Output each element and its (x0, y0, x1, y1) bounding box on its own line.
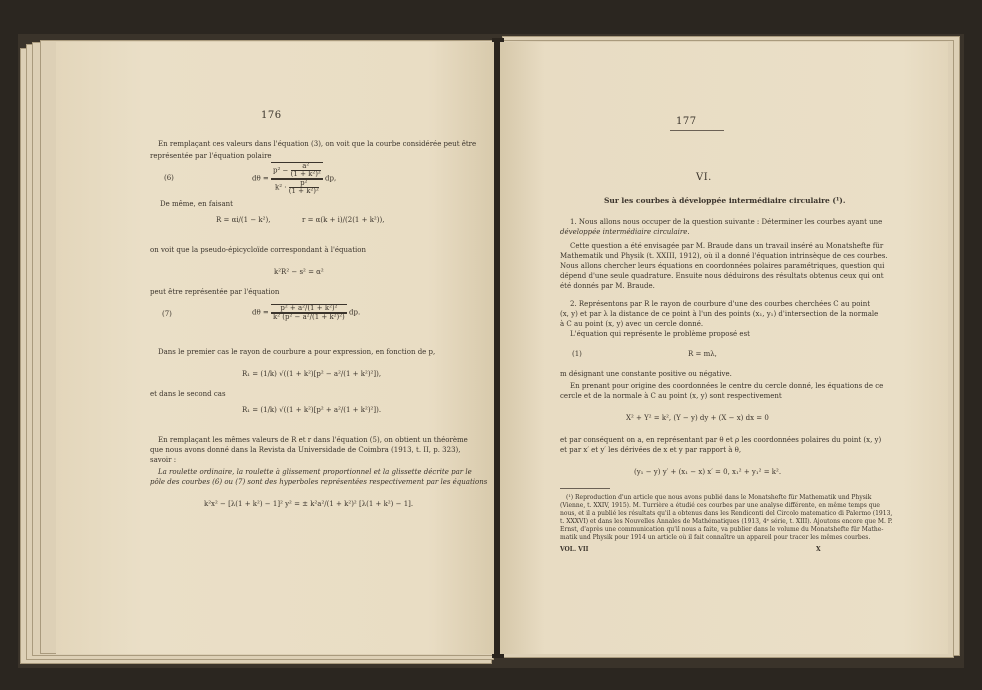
paragraph-line: En prenant pour origine des coordonnées le centre du cercle donné, les équations de ce (570, 382, 884, 390)
section-number: VI. (696, 172, 712, 183)
paragraph-line: dépend d'une seule quadrature. Ensuite nous déduirons des résultats obtenus ceux qui ont (560, 272, 884, 280)
section-title: Sur les courbes à développée intermédiaire circulaire (¹). (604, 196, 846, 205)
paragraph-line: on voit que la pseudo-épicycloïde correspondant à l'équation (150, 246, 366, 254)
paragraph-line: 2. Représentons par R le rayon de courbure d'une des courbes cherchées C au point (570, 300, 871, 308)
equation-1: R = mλ, (688, 350, 717, 358)
paragraph-line: cercle et de la normale à C au point (x, y) sont respectivement (560, 392, 782, 400)
paragraph-line: Cette question a été envisagée par M. Braude dans un travail inséré au Monatshefte für (570, 242, 884, 250)
paragraph-line: En remplaçant ces valeurs dans l'équation (3), on voit que la courbe considérée peut être (158, 140, 477, 148)
paragraph-line: et par x′ et y′ les dérivées de x et y par rapport à θ, (560, 446, 742, 454)
paragraph-line: à C au point (x, y) avec un cercle donné. (560, 320, 704, 328)
footnote-line: (¹) Reproduction d'un article que nous avons publié dans le Monatshefte für Mathematik und Physik (566, 494, 872, 501)
paragraph-line: Dans le premier cas le rayon de courbure a pour expression, en fonction de p, (158, 348, 436, 356)
right-page (500, 42, 948, 654)
equation-label: (1) (572, 350, 582, 358)
paragraph-line: été donnés par M. Braude. (560, 282, 655, 290)
footnote-line: matik und Physik pour 1914 un article où il fait connaître un appareil pour tracer les mêmes courbes. (560, 534, 871, 541)
paragraph-line: m désignant une constante positive ou négative. (560, 370, 732, 378)
paragraph-line: (x, y) et par λ la distance de ce point à l'un des points (x₁, y₁) d'intersection de la normale (560, 310, 879, 318)
paragraph-line: et par conséquent on a, en représentant par θ et ρ les coordonnées polaires du point (x, y) (560, 436, 882, 444)
page-number-rule (670, 130, 724, 131)
paragraph-line: De même, en faisant (160, 200, 233, 208)
paragraph-line: 1. Nous allons nous occuper de la question suivante : Déterminer les courbes ayant une (570, 218, 883, 226)
page-number: 177 (676, 116, 697, 127)
paragraph-line: que nous avons donné dans la Revista da Universidade de Coimbra (1913, t. II, p. 323), (150, 446, 461, 454)
equation-R1-first: R₁ = (1/k) √((1 + k²)[p² − a²/(1 + k²)²]), (242, 370, 382, 378)
equation-R1-second: R₁ = (1/k) √((1 + k²)[p² + a²/(1 + k²)²]). (242, 406, 382, 414)
equation-7: dθ = $\frac{\text{p² + a²/(1 + k²)²}}{\text{k² (p² − a²/(1 + k²)²)}}$ dp. (252, 304, 361, 321)
equation-6: dθ = p² − $\frac{\text{a²}}{\text{(1 + k²)²}}$ k² · $\frac{\text{p²}}{\text{(1 + k²)²}}$ dp, (252, 162, 337, 195)
paragraph-line: La roulette ordinaire, la roulette à glissement proportionnel et la glissette décrite par le (158, 468, 472, 476)
paragraph-line: et dans le second cas (150, 390, 226, 398)
footnote-rule (560, 488, 610, 489)
signature-volume: VOL. VII (560, 546, 589, 553)
paragraph-line: développée intermédiaire circulaire. (560, 228, 690, 236)
equation-3: (y₁ − y) y′ + (x₁ − x) x′ = 0, x₁² + y₁² = k². (634, 468, 782, 476)
paragraph-line: En remplaçant les mêmes valeurs de R et r dans l'équation (5), on obtient un théorème (158, 436, 468, 444)
equation-label: (6) (164, 174, 174, 182)
signature-mark: X (816, 546, 821, 553)
equation-2: X² + Y² = k², (Y − y) dy + (X − x) dx = 0 (626, 414, 769, 422)
footnote-line: Ernst, d'après une communication qu'il nous a faite, va publier dans le volume du Monatshefte für Mathe- (560, 526, 884, 533)
page-number: 176 (261, 110, 282, 121)
paragraph-line: savoir : (150, 456, 177, 464)
paragraph-line: pôle des courbes (6) ou (7) sont des hyperboles représentées respectivement par les équations (150, 478, 488, 486)
left-page (56, 42, 494, 654)
footnote-line: nous, et il a publié les résultats qu'il a obtenus dans les Rendiconti del Circolo matematico di Palermo (1913, (560, 510, 893, 517)
footnote-line: (Vienne, t. XXIV, 1915). M. Turrière a étudié ces courbes par une analyse différente, en même temps que (560, 502, 880, 509)
paragraph-line: L'équation qui représente le problème proposé est (570, 330, 750, 338)
substitution-R: R = αi/(1 − k²), (216, 216, 271, 224)
paragraph-line: peut être représentée par l'équation (150, 288, 280, 296)
paragraph-line: Nous allons chercher leurs équations en coordonnées polaires paramétriques, question qui (560, 262, 885, 270)
substitution-r: r = α(k + i)/(2(1 + k²)), (302, 216, 385, 224)
equation-hyperbola: k²x² − [λ(1 + k²) − 1]² y² = ± k²a²/(1 + k²)² [λ(1 + k²) − 1]. (204, 500, 414, 508)
paragraph-line: représentée par l'équation polaire (150, 152, 272, 160)
paragraph-line: Mathematik und Physik (t. XXIII, 1912), où il a donné l'équation intrinsèque de ces courbes. (560, 252, 888, 260)
footnote-line: t. XXXVI) et dans les Nouvelles Annales de Mathématiques (1913, 4ᵉ série, t. XIII). Ajoutons encore que M. P. (560, 518, 893, 525)
equation-label: (7) (162, 310, 172, 318)
equation-pseudo: k²R² − s² = α² (274, 268, 324, 276)
